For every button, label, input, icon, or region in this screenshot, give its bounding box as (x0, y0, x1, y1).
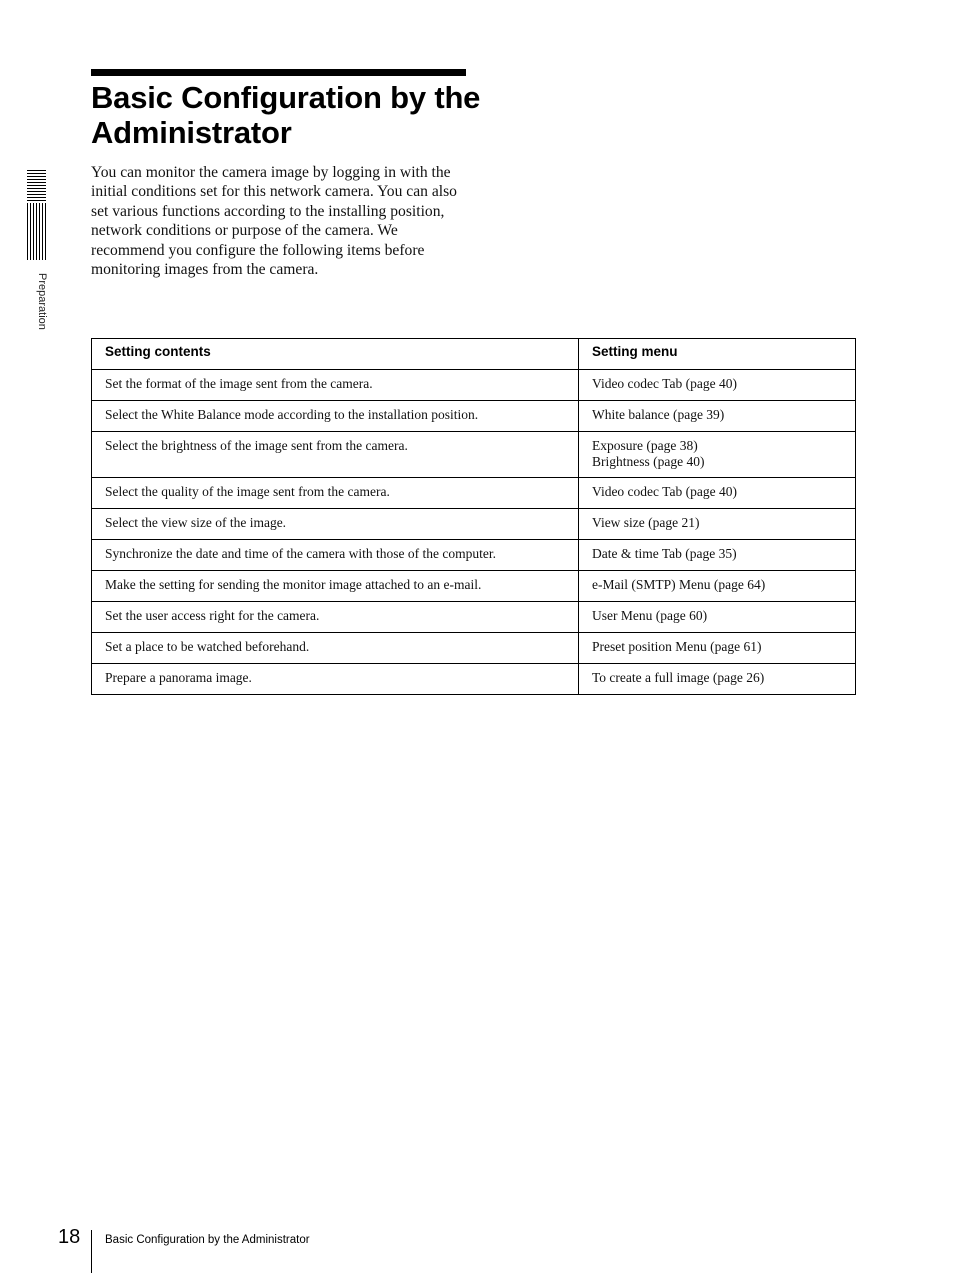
setting-menu-link: View size (page 21) (592, 515, 700, 530)
column-header-setting-contents: Setting contents (92, 339, 579, 370)
setting-menu-link: Video codec Tab (page 40) (592, 376, 737, 391)
setting-menu-link: e-Mail (SMTP) Menu (page 64) (592, 577, 766, 592)
table-row (92, 571, 856, 602)
setting-content-cell: Set the format of the image sent from the camera. (92, 370, 579, 401)
setting-menu-cell (579, 478, 856, 509)
setting-menu-cell (579, 509, 856, 540)
setting-menu-cell (579, 432, 856, 478)
table-row (92, 664, 856, 695)
table-row (92, 432, 856, 478)
setting-content-cell: Synchronize the date and time of the camera with those of the computer. (92, 540, 579, 571)
table-header-row (92, 339, 856, 370)
table-row (92, 401, 856, 432)
setting-menu-link: Date & time Tab (page 35) (592, 546, 737, 561)
setting-menu-cell (579, 540, 856, 571)
setting-content-cell: Select the quality of the image sent from the camera. (92, 478, 579, 509)
setting-menu-cell (579, 602, 856, 633)
column-header-setting-menu: Setting menu (579, 339, 856, 370)
setting-menu-cell (579, 571, 856, 602)
setting-menu-link: Exposure (page 38) (592, 438, 698, 453)
settings-table (91, 338, 856, 695)
setting-menu-cell (579, 370, 856, 401)
setting-content-cell: Make the setting for sending the monitor image attached to an e-mail. (92, 571, 579, 602)
setting-menu-cell (579, 633, 856, 664)
setting-content-cell: Set the user access right for the camera. (92, 602, 579, 633)
setting-menu-link: User Menu (page 60) (592, 608, 708, 623)
page-title: Basic Configuration by the Administrator (91, 80, 481, 150)
setting-menu-link: Video codec Tab (page 40) (592, 484, 737, 499)
intro-paragraph: You can monitor the camera image by logging in with the initial conditions set for this network camera. You can also set various functions according to the installing position, network conditions or purpose of the camera. We recommend you configure the following items before monitoring images from the camera. (91, 164, 457, 279)
setting-content-cell: Set a place to be watched beforehand. (92, 633, 579, 664)
section-tab-marks (27, 170, 46, 260)
setting-content-cell: Prepare a panorama image. (92, 664, 579, 695)
table-row (92, 370, 856, 401)
section-side-label: Preparation (36, 273, 48, 330)
table-row (92, 633, 856, 664)
table-row (92, 540, 856, 571)
setting-menu-cell (579, 401, 856, 432)
setting-menu-link: White balance (page 39) (592, 407, 725, 422)
setting-menu-cell (579, 664, 856, 695)
setting-menu-link: Preset position Menu (page 61) (592, 639, 762, 654)
setting-menu-link: Brightness (page 40) (592, 454, 705, 469)
setting-menu-link: To create a full image (page 26) (592, 670, 765, 685)
setting-content-cell: Select the brightness of the image sent from the camera. (92, 432, 579, 478)
table-row (92, 509, 856, 540)
setting-content-cell: Select the White Balance mode according to the installation position. (92, 401, 579, 432)
footer-divider (91, 1230, 92, 1273)
title-rule (91, 69, 466, 76)
setting-content-cell: Select the view size of the image. (92, 509, 579, 540)
table-row (92, 602, 856, 633)
table-row (92, 478, 856, 509)
footer-running-title: Basic Configuration by the Administrator (105, 1234, 310, 1246)
page-number: 18 (58, 1226, 81, 1248)
